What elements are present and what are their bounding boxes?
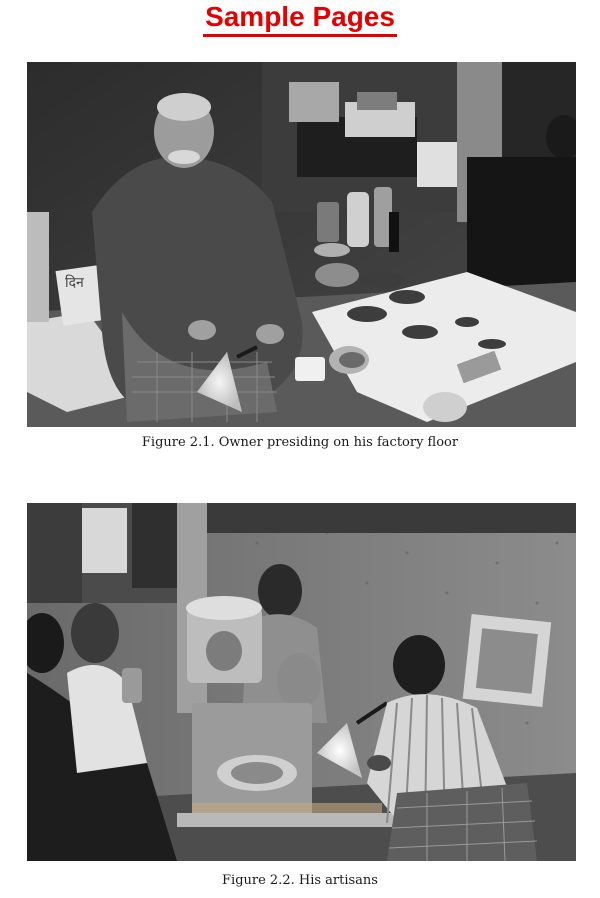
figure-caption-1: Figure 2.1. Owner presiding on his factory floor <box>141 435 459 450</box>
figure-photo-artisans <box>27 503 576 861</box>
banner-title: Sample Pages <box>203 0 397 37</box>
figure-caption-2: Figure 2.2. His artisans <box>222 873 378 888</box>
photo-owner-illustration <box>27 62 576 427</box>
figure-photo-owner <box>27 62 576 427</box>
svg-text:दिन: दिन <box>65 275 84 291</box>
banner <box>0 0 600 40</box>
photo-artisans-illustration <box>27 503 576 861</box>
